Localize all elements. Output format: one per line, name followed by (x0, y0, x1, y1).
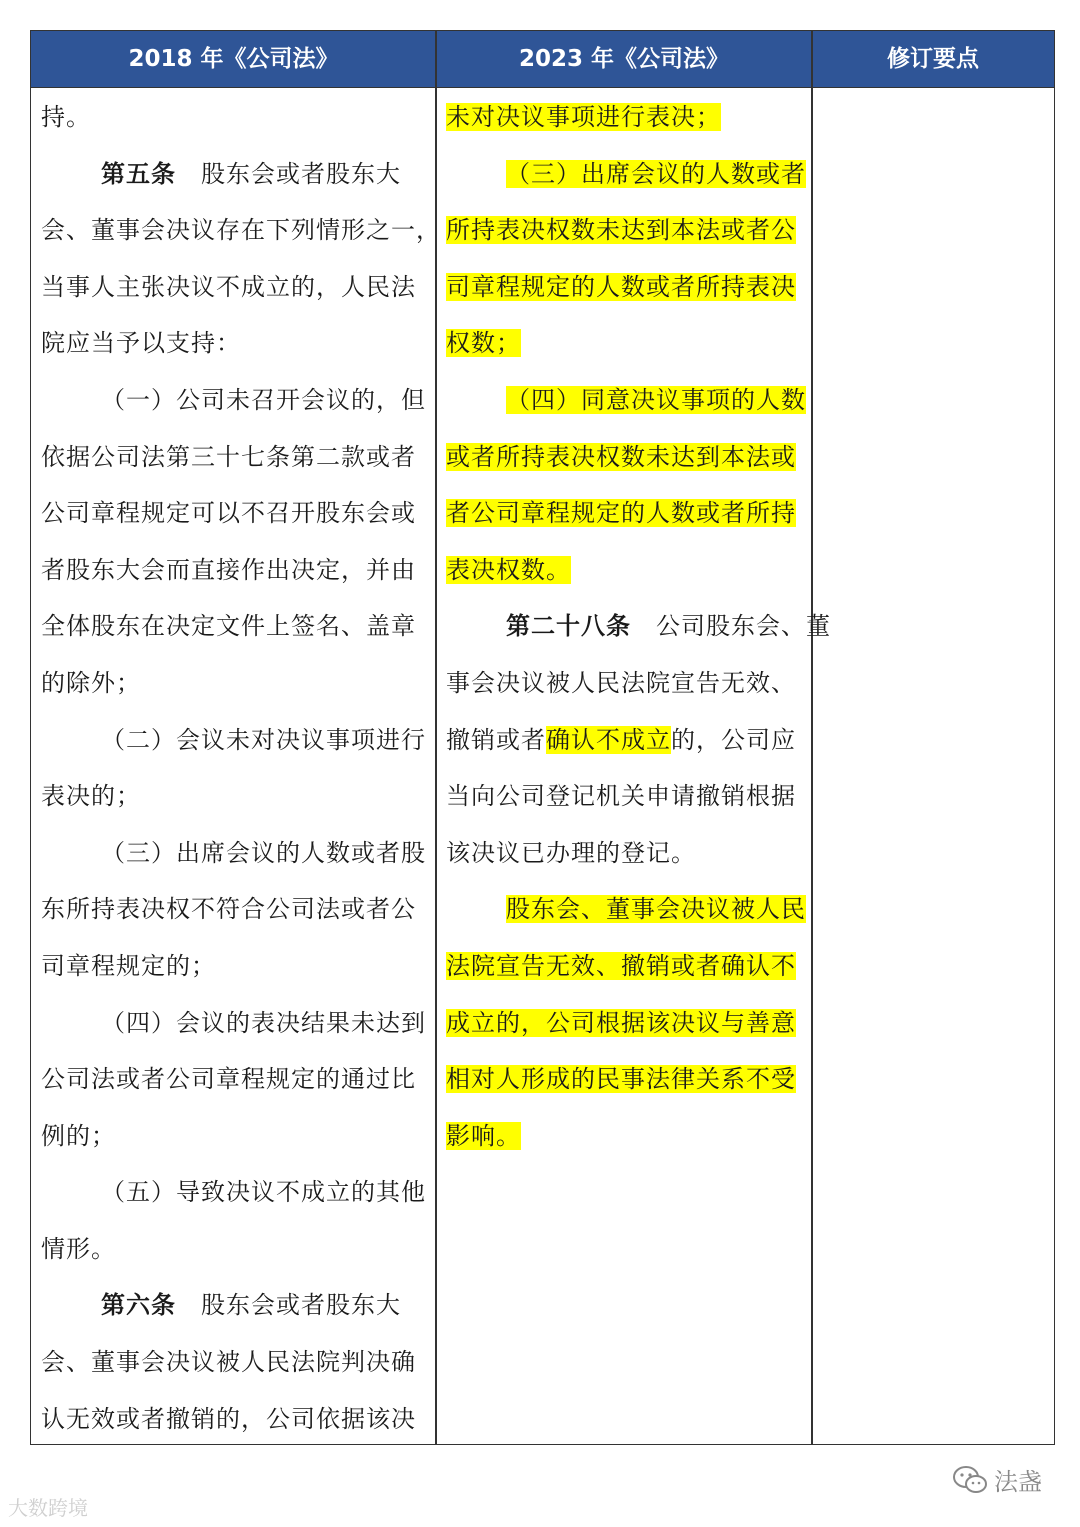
line-text: 撤销或者 (446, 725, 546, 754)
text-line (41, 485, 426, 542)
line-text: 事会决议被人民法院宣告无效、 (446, 668, 796, 697)
column-divider (811, 31, 813, 1444)
line-text: 认无效或者撤销的，公司依据该决 (41, 1404, 416, 1433)
line-text: （三）出席会议的人数或者股 (101, 838, 426, 867)
line-text: 公司法或者公司章程规定的通过比 (41, 1065, 416, 1094)
text-line (41, 202, 441, 259)
text-line (41, 1334, 426, 1391)
line-text: 股东会或者股东大 (176, 159, 401, 188)
line-text: 当向公司登记机关申请撤销根据 (446, 782, 796, 811)
text-line (446, 995, 806, 1052)
text-line (446, 655, 806, 712)
text-line (41, 712, 426, 769)
line-text: 表决的； (41, 782, 141, 811)
line-text: 会、董事会决议存在下列情形之一， (41, 216, 441, 245)
text-line (446, 825, 806, 882)
highlighted-text: 者公司章程规定的人数或者所持 (446, 499, 796, 528)
text-line (41, 1221, 426, 1278)
line-text: 东所持表决权不符合公司法或者公 (41, 895, 416, 924)
text-line (41, 995, 426, 1052)
text-line (446, 372, 806, 429)
header-revision-points: 修订要点 (887, 46, 979, 72)
text-line (446, 259, 806, 316)
column-2018-text (41, 89, 441, 1447)
text-line (41, 429, 426, 486)
line-text: 股东会或者股东大 (176, 1291, 401, 1320)
highlighted-text: 相对人形成的民事法律关系不受 (446, 1065, 796, 1094)
watermark-brand (952, 1462, 1042, 1497)
text-line (41, 825, 426, 882)
line-text: 例的； (41, 1121, 116, 1150)
line-text: 公司股东会、董 (631, 612, 831, 641)
table-header (31, 31, 1054, 88)
line-text: 公司章程规定可以不召开股东会或 (41, 499, 416, 528)
highlighted-text: 或者所持表决权数未达到本法或 (446, 442, 796, 471)
highlighted-text: 影响。 (446, 1121, 521, 1150)
line-text: 该决议已办理的登记。 (446, 838, 696, 867)
text-line (41, 938, 426, 995)
text-line (446, 146, 806, 203)
text-line (446, 315, 806, 372)
line-text: 的，公司应 (671, 725, 796, 754)
watermark-source: 大数跨境 (8, 1496, 88, 1520)
highlighted-text: 未对决议事项进行表决； (446, 103, 721, 131)
text-line (41, 315, 426, 372)
line-text: （一）公司未召开会议的，但 (101, 385, 426, 414)
highlighted-text: 成立的，公司根据该决议与善意 (446, 1008, 796, 1037)
article-number: 第二十八条 (506, 611, 631, 641)
text-line (446, 202, 806, 259)
highlighted-text: 法院宣告无效、撤销或者确认不 (446, 951, 796, 980)
column-2023-text (446, 89, 831, 1164)
text-line (446, 1051, 806, 1108)
watermark-right-text: 法盏 (994, 1468, 1042, 1496)
text-line (446, 89, 806, 146)
header-2023: 2023 年《公司法》 (518, 46, 730, 72)
highlighted-text: 确认不成立 (546, 725, 671, 754)
text-line (446, 768, 806, 825)
highlighted-text: 股东会、董事会决议被人民 (506, 895, 806, 924)
line-text: 者股东大会而直接作出决定，并由 (41, 555, 416, 584)
line-text: 司章程规定的； (41, 951, 216, 980)
line-text: 情形。 (41, 1234, 116, 1263)
line-text: 的除外； (41, 668, 141, 697)
line-text: （二）会议未对决议事项进行 (101, 725, 426, 754)
highlighted-text: 司章程规定的人数或者所持表决 (446, 272, 796, 301)
line-text: （四）会议的表决结果未达到 (101, 1008, 426, 1037)
article-number: 第五条 (101, 158, 176, 188)
header-2018: 2018 年《公司法》 (128, 46, 339, 72)
highlighted-text: 权数； (446, 329, 521, 358)
text-line (41, 1051, 426, 1108)
highlighted-text: 所持表决权数未达到本法或者公 (446, 216, 796, 245)
text-line (41, 542, 426, 599)
text-line (41, 768, 426, 825)
wechat-icon (952, 1465, 988, 1495)
text-line (41, 1277, 426, 1334)
text-line (41, 655, 426, 712)
line-text: （五）导致决议不成立的其他 (101, 1178, 426, 1207)
text-line (446, 1108, 806, 1165)
text-line (41, 881, 426, 938)
text-line (446, 598, 831, 655)
text-line (41, 89, 426, 146)
comparison-table (30, 30, 1055, 1445)
text-line (41, 259, 426, 316)
text-line (446, 485, 806, 542)
text-line (41, 1108, 426, 1165)
text-line (41, 146, 426, 203)
article-number: 第六条 (101, 1290, 176, 1320)
highlighted-text: 表决权数。 (446, 555, 571, 584)
text-line (41, 372, 426, 429)
text-line (41, 1164, 426, 1221)
text-line (446, 429, 806, 486)
text-line (446, 542, 806, 599)
line-text: 当事人主张决议不成立的，人民法 (41, 272, 416, 301)
text-line (41, 598, 426, 655)
text-line (41, 1391, 426, 1448)
line-text: 院应当予以支持： (41, 329, 241, 358)
line-text: 持。 (41, 103, 91, 131)
text-line (446, 938, 806, 995)
highlighted-text: （四）同意决议事项的人数 (506, 385, 806, 414)
text-line (446, 712, 806, 769)
line-text: 全体股东在决定文件上签名、盖章 (41, 612, 416, 641)
line-text: 会、董事会决议被人民法院判决确 (41, 1348, 416, 1377)
line-text: 依据公司法第三十七条第二款或者 (41, 442, 416, 471)
highlighted-text: （三）出席会议的人数或者 (506, 159, 806, 188)
text-line (446, 881, 806, 938)
